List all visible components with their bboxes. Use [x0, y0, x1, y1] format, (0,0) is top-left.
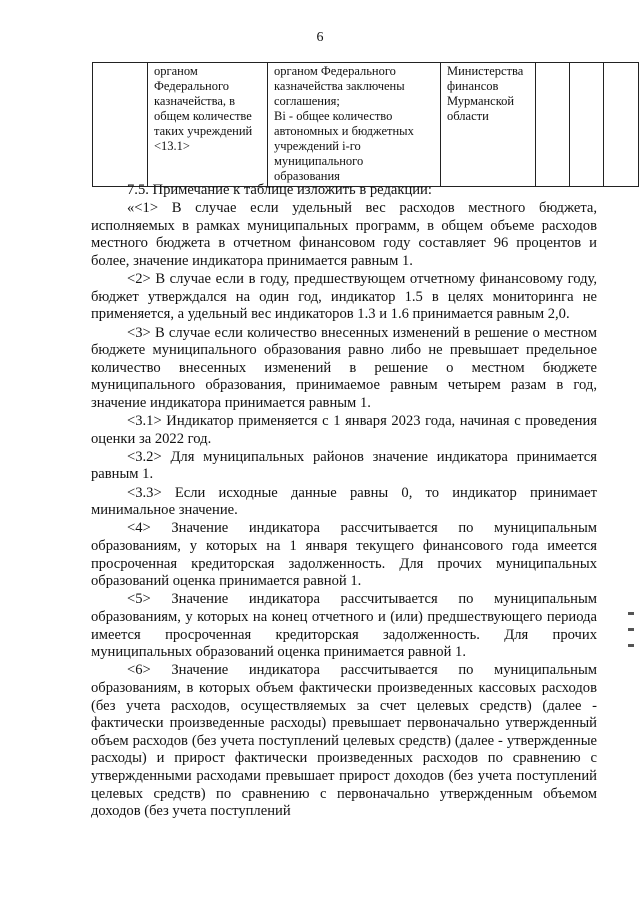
paragraph-note-1: «<1> В случае если удельный вес расходов местного бюджета, исполняемых в рамках муниципальных программ, в общем объеме расходов местного бюджета в отчетном финансовом году составляет 96 процентов и более, значение индикатора принимается равным 1.	[91, 200, 597, 269]
paragraph-note-4: <4> Значение индикатора рассчитывается по муниципальным образованиям, у которых на 1 января текущего финансового года имеется просроченная кредиторская задолженность. Для прочих муниципальных образований оценка принимается равной 1.	[91, 520, 597, 590]
paragraph-note-3: <3> В случае если количество внесенных изменений в решение о местном бюджете муниципального образования равно либо не превышает предельное количество внесенных изменений в решение о местном бюджете муниципального образования, принимаемое равным четырем разам в год, значение индикатора принимается равным 1.	[91, 324, 597, 411]
table-cell-empty	[536, 63, 570, 187]
paragraph-note-3-3: <3.3> Если исходные данные равны 0, то индикатор принимает минимальное значение.	[91, 484, 597, 519]
cell-line: Bi - общее количество	[274, 109, 393, 123]
cell-line: таких учреждений	[154, 124, 253, 138]
paragraph-note-3-2: <3.2> Для муниципальных районов значение индикатора принимается равным 1.	[91, 448, 597, 483]
scan-margin-mark	[628, 612, 634, 615]
table-cell-empty	[570, 63, 604, 187]
cell-line: соглашения;	[274, 94, 340, 108]
table-row	[93, 63, 639, 187]
continuation-table	[92, 62, 639, 187]
cell-line: области	[447, 109, 489, 123]
table-cell-empty	[93, 63, 148, 187]
table-cell-formula-description	[268, 63, 441, 187]
paragraph-note-3-1: <3.1> Индикатор применяется с 1 января 2023 года, начиная с проведения оценки за 2022 год.	[91, 413, 597, 447]
cell-line: казначейства, в	[154, 94, 236, 108]
scan-margin-mark	[628, 628, 634, 631]
document-body	[91, 182, 597, 821]
cell-line: автономных и бюджетных	[274, 124, 414, 138]
table-cell-empty	[604, 63, 639, 187]
cell-line: финансов	[447, 79, 499, 93]
scan-margin-mark	[628, 644, 634, 647]
page-number: 6	[316, 30, 324, 45]
cell-line: муниципального	[274, 154, 364, 168]
cell-line: Министерства	[447, 64, 524, 78]
paragraph-note-5: <5> Значение индикатора рассчитывается по муниципальным образованиям, у которых на конец отчетного и (или) предшествующего периода имеется просроченная кредиторская задолженность. Для прочих муниципальных образований оценка принимается равной 1.	[91, 591, 597, 661]
cell-line: <13.1>	[154, 139, 190, 153]
table-cell-data-source	[441, 63, 536, 187]
cell-line: учреждений i-го	[274, 139, 361, 153]
paragraph-amendment-heading: 7.5. Примечание к таблице изложить в редакции:	[127, 182, 432, 198]
cell-line: Мурманской	[447, 94, 515, 108]
table-cell-indicator-source	[148, 63, 268, 187]
cell-line: образования	[274, 169, 340, 183]
paragraph-note-6: <6> Значение индикатора рассчитывается по муниципальным образованиям, в которых объем фактически произведенных кассовых расходов (без учета расходов, осуществляемых за счет целевых средств) (далее - фактически произведенные расходы) превышает первоначально утвержденный объем расходов (без учета поступлений целевых средств) (далее - утвержденные расходы) и прирост фактически произведенных расходов по сравнению с утвержденными расходами превышает прирост доходов (без учета поступлений целевых средств) по сравнению с первоначально утвержденным объемом доходов (без учета поступлений	[91, 662, 597, 820]
cell-line: Федерального	[154, 79, 230, 93]
cell-line: общем количестве	[154, 109, 252, 123]
paragraph-note-2: <2> В случае если в году, предшествующем отчетному финансовому году, бюджет утверждался на один год, индикатор 1.5 в целях мониторинга не применяется, а удельный вес индикаторов 1.3 и 1.6 принимается равным 2,0.	[91, 271, 597, 323]
cell-line: органом	[154, 64, 198, 78]
cell-line: казначейства заключены	[274, 79, 405, 93]
cell-line: органом Федерального	[274, 64, 396, 78]
